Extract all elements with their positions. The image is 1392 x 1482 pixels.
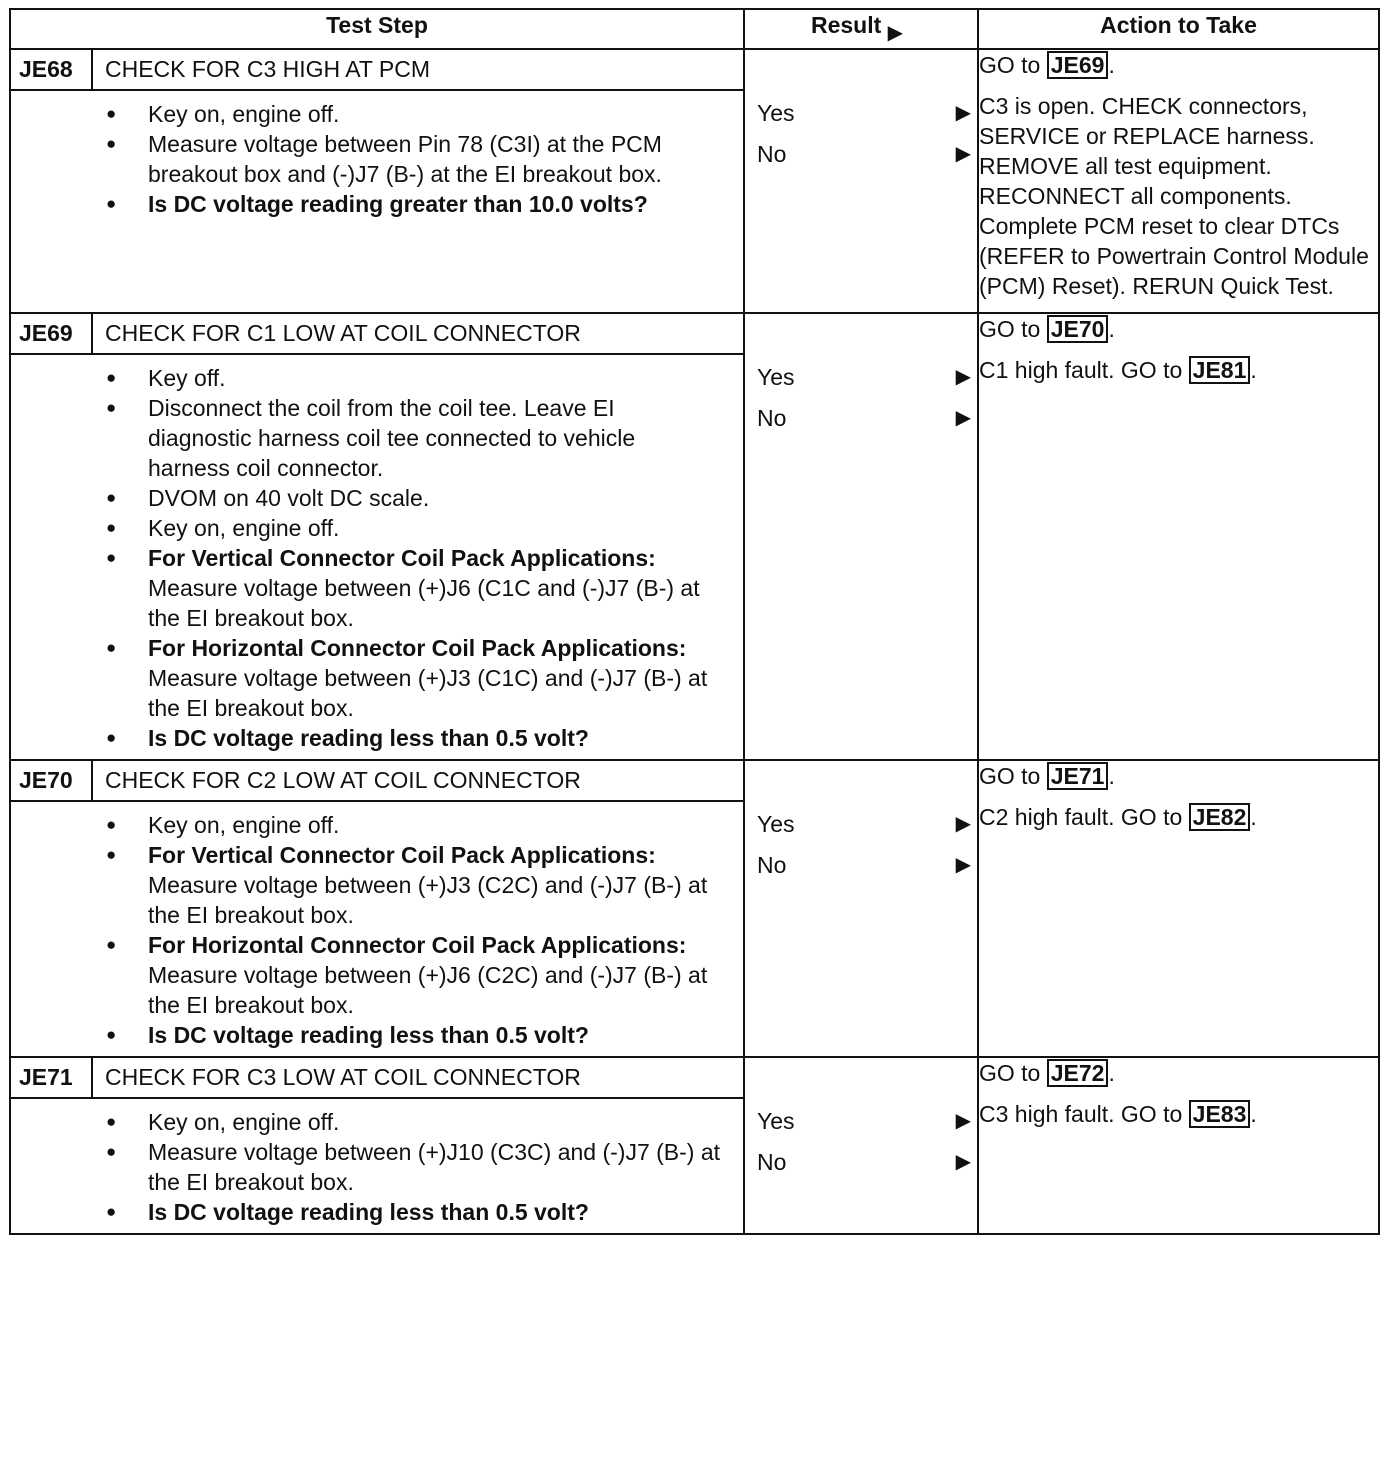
arrow-right-icon: ▶ — [955, 102, 971, 124]
arrow-right-icon: ▶ — [955, 1151, 971, 1173]
result-row — [745, 362, 977, 403]
arrow-right-icon: ▶ — [955, 854, 971, 876]
action-text — [979, 1099, 1378, 1129]
test-step-cell — [10, 313, 744, 760]
action-body: C2 high fault. GO to — [979, 804, 1189, 830]
action-text — [979, 91, 1378, 301]
table-row — [10, 313, 1379, 760]
action-punct: . — [1108, 1060, 1115, 1086]
instruction-text: Measure voltage between (+)J6 (C1C and (-)J7 (B-) at the EI breakout box. — [148, 575, 700, 631]
action-cell — [978, 49, 1379, 313]
test-step-cell — [10, 49, 744, 313]
result-row — [745, 403, 977, 444]
result-list — [745, 314, 977, 444]
header-arrow-icon: ▶ — [887, 22, 904, 44]
action-punct: . — [1108, 52, 1115, 78]
step-reference-link[interactable]: JE70 — [1047, 315, 1109, 343]
result-row — [745, 1147, 977, 1188]
result-list — [745, 1058, 977, 1188]
list-item — [11, 129, 743, 189]
result-label: Yes — [757, 100, 795, 126]
step-instructions — [11, 355, 743, 759]
instruction-text: Measure voltage between (+)J6 (C2C) and (-)J7 (B-) at the EI breakout box. — [148, 962, 708, 1018]
instruction-text: Is DC voltage reading less than 0.5 volt? — [148, 1022, 589, 1048]
action-punct: . — [1108, 763, 1115, 789]
step-title: CHECK FOR C3 HIGH AT PCM — [105, 56, 431, 82]
table-row — [10, 1057, 1379, 1234]
arrow-right-icon: ▶ — [955, 813, 971, 835]
action-cell — [978, 1057, 1379, 1234]
instruction-text: Measure voltage between Pin 78 (C3I) at the PCM breakout box and (-)J7 (B-) at the EI breakout box. — [148, 131, 662, 187]
bold-label: For Horizontal Connector Coil Pack Applications: — [148, 635, 687, 661]
action-body: C1 high fault. GO to — [979, 357, 1189, 383]
header-test-step: Test Step — [10, 9, 744, 49]
header-result-label: Result — [810, 12, 882, 38]
list-item — [11, 99, 743, 129]
list-item — [11, 543, 743, 633]
list-item — [11, 723, 743, 753]
bold-label: For Horizontal Connector Coil Pack Applications: — [148, 932, 687, 958]
list-item — [11, 810, 743, 840]
action-text — [979, 355, 1378, 385]
table-row — [10, 49, 1379, 313]
step-heading — [11, 314, 743, 355]
step-reference-link[interactable]: JE71 — [1047, 762, 1109, 790]
instruction-text: Key on, engine off. — [148, 101, 340, 127]
step-reference-link[interactable]: JE72 — [1047, 1059, 1109, 1087]
list-item — [11, 1020, 743, 1050]
arrow-right-icon: ▶ — [955, 1110, 971, 1132]
instruction-text: Measure voltage between (+)J3 (C1C) and (-)J7 (B-) at the EI breakout box. — [148, 665, 708, 721]
instruction-text: Is DC voltage reading less than 0.5 volt? — [148, 725, 589, 751]
action-punct: . — [1250, 1101, 1257, 1127]
list-item — [11, 930, 743, 1020]
header-result — [744, 9, 978, 49]
arrow-right-icon: ▶ — [955, 407, 971, 429]
action-body: GO to — [979, 316, 1047, 342]
arrow-right-icon: ▶ — [955, 143, 971, 165]
result-label: No — [757, 141, 787, 167]
result-list — [745, 50, 977, 180]
action-text — [979, 802, 1378, 832]
instruction-text: Is DC voltage reading less than 0.5 volt? — [148, 1199, 589, 1225]
list-item — [11, 363, 743, 393]
step-heading — [11, 50, 743, 91]
action-body: GO to — [979, 52, 1047, 78]
list-item — [11, 393, 743, 483]
result-row — [745, 139, 977, 180]
step-id: JE68 — [11, 50, 93, 89]
table-header-row — [10, 9, 1379, 49]
action-text — [979, 314, 1378, 355]
result-cell — [744, 760, 978, 1057]
action-cell — [978, 313, 1379, 760]
action-text — [979, 1058, 1378, 1099]
list-item — [11, 513, 743, 543]
list-item — [11, 633, 743, 723]
result-cell — [744, 1057, 978, 1234]
step-heading — [11, 761, 743, 802]
action-punct: . — [1108, 316, 1115, 342]
diagnostic-table-page — [9, 8, 1378, 1235]
instruction-text: Measure voltage between (+)J3 (C2C) and (-)J7 (B-) at the EI breakout box. — [148, 872, 708, 928]
result-row — [745, 98, 977, 139]
result-label: No — [757, 1149, 787, 1175]
instruction-text: Key on, engine off. — [148, 1109, 340, 1135]
instruction-text: Key off. — [148, 365, 226, 391]
result-label: Yes — [757, 364, 795, 390]
action-punct: . — [1250, 804, 1257, 830]
action-punct: . — [1250, 357, 1257, 383]
table-row — [10, 760, 1379, 1057]
arrow-right-icon: ▶ — [955, 366, 971, 388]
instruction-text: Key on, engine off. — [148, 812, 340, 838]
step-reference-link[interactable]: JE81 — [1189, 356, 1251, 384]
list-item — [11, 1107, 743, 1137]
action-body: GO to — [979, 1060, 1047, 1086]
action-text — [979, 761, 1378, 802]
action-text — [979, 50, 1378, 91]
list-item — [11, 1137, 743, 1197]
action-body: C3 high fault. GO to — [979, 1101, 1189, 1127]
step-reference-link[interactable]: JE69 — [1047, 51, 1109, 79]
step-reference-link[interactable]: JE82 — [1189, 803, 1251, 831]
action-cell — [978, 760, 1379, 1057]
instruction-text: Is DC voltage reading greater than 10.0 volts? — [148, 191, 648, 217]
instruction-text: DVOM on 40 volt DC scale. — [148, 485, 430, 511]
test-step-cell — [10, 760, 744, 1057]
step-id: JE71 — [11, 1058, 93, 1097]
step-instructions — [11, 1099, 743, 1233]
list-item — [11, 1197, 743, 1227]
step-id: JE69 — [11, 314, 93, 353]
list-item — [11, 189, 743, 219]
result-row — [745, 1106, 977, 1147]
instruction-text: Key on, engine off. — [148, 515, 340, 541]
step-id: JE70 — [11, 761, 93, 800]
action-body: GO to — [979, 763, 1047, 789]
list-item — [11, 840, 743, 930]
result-label: No — [757, 852, 787, 878]
instruction-text: Measure voltage between (+)J10 (C3C) and (-)J7 (B-) at the EI breakout box. — [148, 1139, 721, 1195]
result-cell — [744, 313, 978, 760]
step-instructions — [11, 91, 743, 225]
list-item — [11, 483, 743, 513]
step-title: CHECK FOR C3 LOW AT COIL CONNECTOR — [105, 1064, 581, 1090]
step-reference-link[interactable]: JE83 — [1189, 1100, 1251, 1128]
step-heading — [11, 1058, 743, 1099]
bold-label: For Vertical Connector Coil Pack Applications: — [148, 842, 656, 868]
result-cell — [744, 49, 978, 313]
action-body: C3 is open. CHECK connectors, SERVICE or REPLACE harness. REMOVE all test equipment. RECONNECT all components. Complete PCM reset to clear DTCs (REFER to Powertrain Control Module (PCM) Reset). RERUN Quick Test. — [979, 93, 1369, 299]
test-step-cell — [10, 1057, 744, 1234]
result-label: No — [757, 405, 787, 431]
step-instructions — [11, 802, 743, 1056]
step-title: CHECK FOR C1 LOW AT COIL CONNECTOR — [105, 320, 581, 346]
step-title: CHECK FOR C2 LOW AT COIL CONNECTOR — [105, 767, 581, 793]
header-action: Action to Take — [978, 9, 1379, 49]
result-row — [745, 850, 977, 891]
result-label: Yes — [757, 811, 795, 837]
result-row — [745, 809, 977, 850]
diagnostic-table — [9, 8, 1380, 1235]
instruction-text: Disconnect the coil from the coil tee. Leave EI diagnostic harness coil tee connected to vehicle harness coil connector. — [148, 395, 636, 481]
result-list — [745, 761, 977, 891]
bold-label: For Vertical Connector Coil Pack Applications: — [148, 545, 656, 571]
result-label: Yes — [757, 1108, 795, 1134]
